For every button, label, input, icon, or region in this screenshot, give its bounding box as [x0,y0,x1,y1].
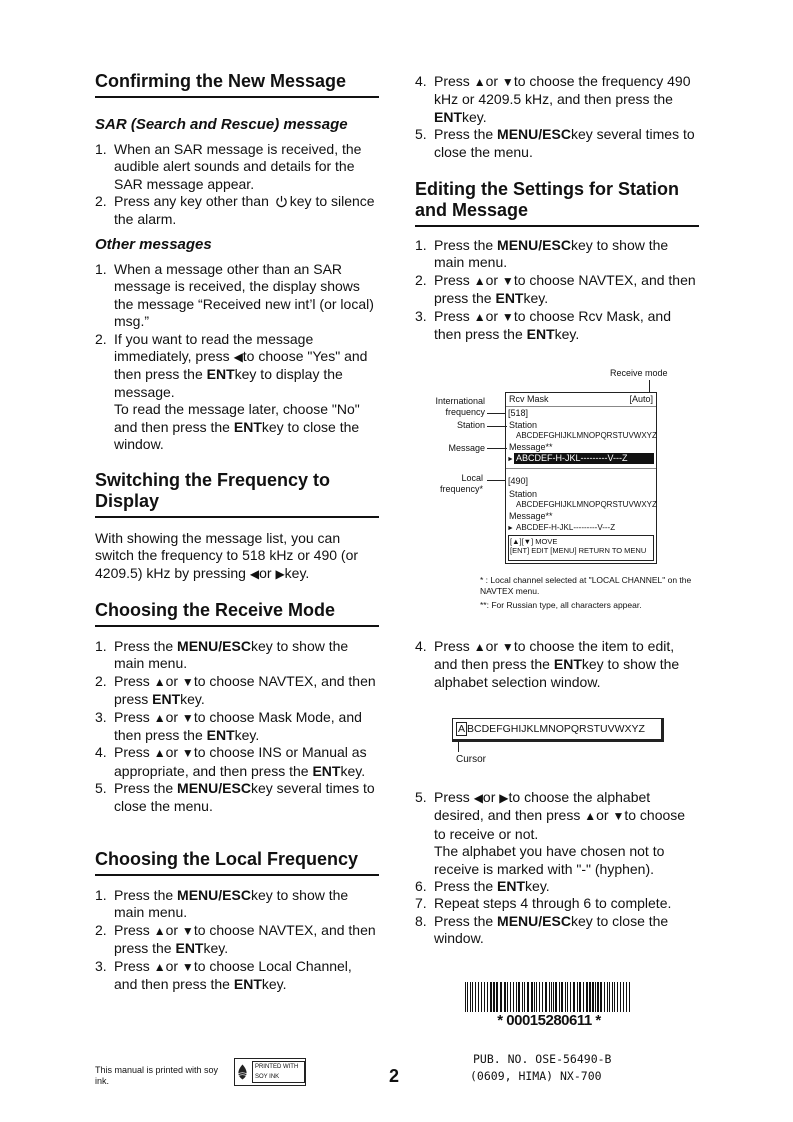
arrow-left-icon: ◀ [233,350,243,365]
text: or [165,957,182,974]
text: or [485,73,502,89]
list-text [434,73,699,126]
barcode-bar [561,982,563,1012]
text: key to silence the alarm. [114,193,375,227]
list-item [95,193,379,228]
text: Press the [114,638,178,654]
list-item [415,895,699,912]
key-name: ENT [495,290,524,307]
text: key several times to close the menu. [434,126,695,160]
list-text [114,331,379,454]
list-text [434,895,671,912]
list-number: 5. [415,789,427,805]
text: or [485,638,502,654]
barcode-bar [597,982,599,1012]
list-text [434,126,699,161]
text: key to close the window. [434,912,669,947]
soy-ink-note: This manual is printed with soy ink. [95,1065,219,1086]
text: Repeat steps 4 through 6 to complete. [434,895,672,912]
list-text [114,261,379,331]
list-item [95,780,379,815]
text: to choose the item to edit, and then press the [434,638,675,673]
arrow-down-icon: ▼ [501,75,514,89]
key-name: ENT [553,656,582,673]
list-number: 7. [415,895,427,912]
cursor-label: Cursor [456,754,487,765]
text: or [485,307,502,324]
list-item [95,261,379,331]
edit-steps [415,237,699,343]
list-number: 1. [95,261,107,277]
barcode-bar [536,982,537,1012]
heading-switching-frequency: Switching the Frequency to Display [95,470,379,518]
text: or [482,789,500,805]
barcode-bar [539,982,540,1012]
lcd-mask-selected: ABCDEF-H-JKL---------V---Z [514,453,654,464]
list-text [114,922,379,958]
text: key. [525,878,550,895]
key-name: ENT [233,976,262,993]
text: Press [114,708,154,725]
heading-local-frequency: Choosing the Local Frequency [95,849,379,876]
text: Press the [434,126,498,143]
text: to choose to receive or not. The alphabet you have chosen not to receive is marked with "-" (hyphen). [434,807,686,877]
text: key. [180,691,205,708]
key-name: MENU/ESC [177,638,251,654]
list-number: 4. [95,744,107,761]
barcode-bar [487,982,488,1012]
barcode-bar [545,982,547,1012]
station-label: Station [456,420,485,430]
edit-step-4 [415,638,699,691]
key-name: MENU/ESC [497,126,571,143]
barcode-bar [504,982,506,1012]
edit-steps-5-8 [415,789,699,948]
soy-leaf-icon [235,1059,250,1085]
barcode-bar [507,982,508,1012]
arrow-down-icon: ▼ [501,273,514,288]
arrow-down-icon: ▼ [501,309,514,324]
text: Press [434,307,474,324]
lcd-screen: Rcv Mask [Auto] [518] Station ABCDEFGHIJKLMNOPQRSTUVWXYZ Message** ► ABCDEF-H-JKL---------V---Z [490] Station ABCDEFGHIJKLMNOPQRSTUVWXYZ Message** ► ABCDEF-H-JKL---------V---Z [▲][▼] MOVE [ENT] EDIT [MENU] RETURN TO MENU [505,392,657,564]
lcd-message: Message** [509,442,553,452]
barcode-bar [604,982,605,1012]
barcode-bar [531,982,533,1012]
rcv-mask-diagram [425,365,695,615]
text: key several times to close the menu. [114,780,375,814]
barcode-bar [493,982,495,1012]
list-text [434,272,699,308]
text: key to show the main menu. [434,237,669,271]
barcode-bar [573,982,575,1012]
barcode-bar [555,982,557,1012]
barcode-bar [620,982,621,1012]
barcode-bar [551,982,552,1012]
barcode-bar [478,982,479,1012]
text: or [485,271,502,288]
arrow-down-icon: ▼ [181,923,194,938]
text: to choose INS or Manual as appropriate, and then press the [114,744,367,779]
list-item [415,272,699,308]
barcode-bar [496,982,498,1012]
list-item [95,638,379,673]
text: key to show the alphabet selection window. [434,656,680,690]
text: Press any key other than [114,193,273,210]
barcode-bar [583,982,584,1012]
barcode-bar [565,982,566,1012]
list-item [95,709,379,745]
key-name: ENT [434,108,462,125]
arrow-down-icon: ▼ [612,809,625,824]
key-name: ENT [152,691,181,708]
list-item [415,878,699,895]
list-number: 2. [415,271,427,288]
footnote-russian: **: For Russian type, all characters appear. [480,600,642,610]
lcd-station-2: Station [509,489,538,499]
list-item [415,789,699,878]
list-text [114,887,379,922]
other-steps [95,261,379,453]
list-text [114,193,379,228]
text: to choose NAVTEX, and then press [114,672,376,708]
list-item [95,744,379,780]
text: When an SAR message is received, the audible alert sounds and details for the SAR message appear. [114,141,362,192]
text: key to close the window. [114,418,360,453]
text: Press [434,638,474,654]
arrow-up-icon: ▲ [153,923,166,938]
text: If you want to read the message immediately, press [114,330,314,365]
list-text [434,878,550,895]
barcode-bar [549,982,550,1012]
arrow-up-icon: ▲ [473,640,486,654]
key-name: ENT [526,326,555,343]
lcd-station: Station [509,420,538,430]
lcd-mask-2: ABCDEF-H-JKL---------V---Z [516,523,616,532]
text: Press [114,672,154,689]
list-item [95,141,379,193]
text: Press [434,73,474,89]
soy-logo-text: PRINTED WITH SOY INK [254,1064,299,1080]
key-name: ENT [206,366,235,383]
list-number: 2. [95,330,107,347]
publication-number: PUB. NO. OSE-56490-B [473,1052,612,1066]
list-number: 1. [95,638,107,654]
text: When a message other than an SAR message is received, the display shows the message “Received new int’l (or local) msg.” [114,261,374,330]
list-text [434,789,699,878]
list-item [415,308,699,344]
text: With showing the message list, you can switch the frequency to 518 kHz or 490 (or 4209.5) kHz by pressing [95,530,359,581]
barcode-bar [467,982,468,1012]
list-text [114,780,379,815]
intl-frequency-label: International frequency [435,396,485,417]
barcode-bar [617,982,618,1012]
text: key. [523,290,549,307]
list-number: 4. [415,73,427,89]
sar-steps [95,141,379,228]
arrow-up-icon: ▲ [153,710,166,725]
barcode-bar [542,982,543,1012]
key-name: ENT [312,762,341,779]
lcd-freq-490: [490] [508,476,529,486]
key-name: MENU/ESC [497,237,571,253]
lcd-message-2: Message** [509,511,553,521]
list-text [434,308,699,344]
barcode-bar [592,982,594,1012]
barcode-bar [614,982,615,1012]
soy-ink-logo [234,1058,306,1086]
list-number: 5. [95,780,107,797]
barcode-bar [570,982,571,1012]
text: to choose the frequency 490 kHz or 4209.5 kHz, and then press the [434,73,691,108]
arrow-right-icon: ▶ [499,791,509,805]
barcode-bar [612,982,613,1012]
text: to choose "Yes" and then press the [114,348,368,383]
list-number: 6. [415,878,427,895]
text: Press the [434,878,498,895]
barcode-bar [481,982,482,1012]
arrow-down-icon: ▼ [181,746,194,761]
list-number: 2. [95,672,107,689]
power-icon [273,193,290,209]
list-item [415,638,699,691]
arrow-up-icon: ▲ [473,273,486,288]
lcd-station-alpha-2: ABCDEFGHIJKLMNOPQRSTUVWXYZ [516,500,657,509]
barcode-bar [577,982,578,1012]
lcd-freq-518: [518] [508,408,529,418]
list-text [114,958,379,994]
barcode-bar [607,982,608,1012]
alphabet-cursor: A [458,723,466,735]
text: key. [234,727,260,744]
barcode-bar [500,982,502,1012]
text: Press [114,957,154,974]
barcode-number: * 00015280611 * [497,1012,601,1029]
text: or [165,672,182,689]
barcode-bar [522,982,523,1012]
arrow-down-icon: ▼ [181,674,194,689]
list-text [434,237,699,272]
arrow-up-icon: ▲ [153,674,166,689]
text: key. [340,762,366,779]
alphabet-letters: BCDEFGHIJKLMNOPQRSTUVWXYZ [467,723,645,735]
heading-receive-mode: Choosing the Receive Mode [95,600,379,627]
text: key. [554,326,580,343]
lcd-mode: [Auto] [629,394,653,404]
page-number: 2 [389,1066,400,1086]
heading-editing-settings: Editing the Settings for Station and Message [415,179,699,227]
barcode-bar [524,982,525,1012]
arrow-up-icon: ▲ [473,309,486,324]
text: or [165,708,182,725]
barcode-bar [623,982,624,1012]
arrow-up-icon: ▲ [153,959,166,974]
text: or [596,807,613,824]
barcode-bar [600,982,602,1012]
barcode-bar [559,982,560,1012]
list-item [95,958,379,994]
arrow-up-icon: ▲ [153,746,166,761]
barcode [465,982,633,1012]
text: key to show the main menu. [114,638,349,672]
lcd-station-alpha: ABCDEFGHIJKLMNOPQRSTUVWXYZ [516,431,657,440]
key-name: MENU/ESC [497,912,571,929]
barcode-bar [516,982,517,1012]
barcode-bar [579,982,581,1012]
list-text [114,673,379,709]
barcode-bar [534,982,535,1012]
arrow-left-icon: ◀ [473,791,483,805]
barcode-bar [475,982,476,1012]
local-frequency-label: Local frequency* [439,473,483,494]
list-number: 2. [95,921,107,938]
barcode-bar [626,982,627,1012]
text: key. [203,940,229,957]
arrow-right-icon: ▶ [275,566,285,581]
model-code: (0609, HIMA) NX-700 [470,1069,602,1083]
barcode-bar [527,982,529,1012]
text: Press the [114,887,178,903]
list-number: 1. [415,237,427,253]
text: to choose the alphabet desired, and then press [434,789,651,824]
text: Press [434,789,474,805]
footnote-local: * : Local channel selected at "LOCAL CHANNEL" on the NAVTEX menu. [480,575,692,596]
list-item [95,331,379,454]
text: key. [261,976,287,993]
list-number: 4. [415,638,427,654]
arrow-up-icon: ▲ [584,809,597,824]
barcode-bar [589,982,591,1012]
local-steps [95,887,379,993]
arrow-down-icon: ▼ [181,710,194,725]
key-name: MENU/ESC [177,780,251,797]
list-item [95,887,379,922]
text: or [165,921,182,938]
list-number: 3. [95,957,107,974]
list-text [114,141,379,193]
list-number: 3. [95,708,107,725]
lcd-help-move: [▲][▼] MOVE [510,537,558,546]
text: or [165,744,182,761]
list-text [114,709,379,745]
text: to choose NAVTEX, and then press the [434,271,696,307]
message-label: Message [448,443,485,453]
text: key to display the message. To read the message later, choose "No" and then press the [114,366,360,435]
arrow-down-icon: ▼ [501,640,514,654]
barcode-bar [470,982,471,1012]
barcode-bar [490,982,492,1012]
list-number: 1. [95,887,107,903]
switch-paragraph [95,530,379,583]
lcd-title: Rcv Mask [509,394,549,404]
arrow-left-icon: ◀ [249,566,260,581]
text: key to show the main menu. [114,887,349,921]
list-item [415,126,699,161]
key-name: ENT [233,418,262,435]
barcode-bar [553,982,554,1012]
barcode-bar [513,982,514,1012]
lcd-help-edit: [ENT] EDIT [MENU] RETURN TO MENU [510,546,647,555]
list-number: 2. [95,193,107,210]
list-text [114,638,379,673]
list-item [415,237,699,272]
list-item [95,673,379,709]
text: or [259,564,276,581]
list-text [434,913,699,948]
list-number: 3. [415,307,427,324]
barcode-bar [510,982,511,1012]
barcode-bar [595,982,596,1012]
list-item [95,922,379,958]
key-name: MENU/ESC [177,887,251,903]
list-text [114,744,379,780]
list-number: 5. [415,126,427,143]
barcode-bar [609,982,610,1012]
text: Press [434,271,474,288]
barcode-bar [586,982,588,1012]
text: key. [462,108,487,125]
barcode-bar [518,982,520,1012]
barcode-bar [629,982,630,1012]
barcode-bar [472,982,473,1012]
list-item [415,73,699,126]
text: to choose Mask Mode, and then press the [114,708,362,744]
text: Press [114,744,154,761]
heading-confirming-new-message: Confirming the New Message [95,71,379,98]
list-item [415,913,699,948]
alphabet-selection-window [452,718,664,742]
subheading-other-messages: Other messages [95,236,212,253]
text: Press the [114,780,178,797]
text: to choose NAVTEX, and then press the [114,921,376,957]
receive-mode-label: Receive mode [610,368,668,378]
barcode-bar [465,982,466,1012]
text: to choose Local Channel, and then press the [114,957,352,993]
subheading-sar: SAR (Search and Rescue) message [95,116,348,133]
continued-steps [415,73,699,161]
text: to choose Rcv Mask, and then press the [434,307,671,343]
text: Press the [434,912,498,929]
key-name: ENT [206,727,235,744]
list-number: 1. [95,141,107,157]
key-name: ENT [497,878,526,895]
list-number: 8. [415,912,427,929]
text: key. [284,564,310,581]
barcode-bar [484,982,485,1012]
arrow-up-icon: ▲ [473,75,486,89]
list-text [434,638,699,691]
text: Press the [434,237,498,253]
receive-steps [95,638,379,815]
text: Press [114,921,154,938]
key-name: ENT [175,940,204,957]
arrow-down-icon: ▼ [181,959,194,974]
barcode-bar [567,982,568,1012]
